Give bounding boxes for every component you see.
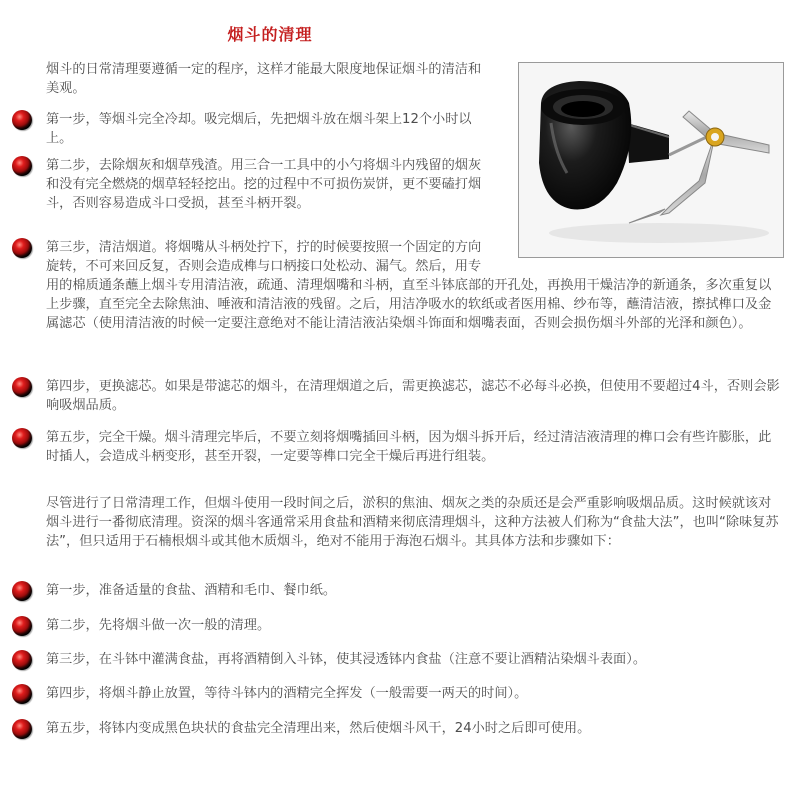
- red-ball-icon: [12, 581, 32, 601]
- pipe-with-tool-icon: [519, 63, 783, 257]
- intro-paragraph: 烟斗的日常清理要遵循一定的程序，这样才能最大限度地保证烟斗的清洁和美观。: [46, 62, 482, 96]
- daily-step-3-text: [46, 238, 782, 333]
- red-ball-icon: [12, 616, 32, 636]
- daily-step-2: 第二步，去除烟灰和烟草残渣。用三合一工具中的小勺将烟斗内残留的烟灰和没有完全燃烧的烟草轻轻挖出。挖的过程中不可损伤炭饼，更不要磕打烟斗，否则容易造成斗口受损，甚至斗柄开裂。: [46, 158, 482, 211]
- red-ball-icon: [12, 684, 32, 704]
- deep-clean-intro: 尽管进行了日常清理工作，但烟斗使用一段时间之后，淤积的焦油、烟灰之类的杂质还是会严重影响吸烟品质。这时候就该对烟斗进行一番彻底清理。资深的烟斗客通常采用食盐和酒精来彻底清理烟斗，这种方法被人们称为“食盐大法”，也叫“除味复苏法”，但只适用于石楠根烟斗或其他木质烟斗，绝对不能用于海泡石烟斗。其具体方法和步骤如下：: [46, 496, 779, 549]
- pipe-photo: [518, 62, 784, 258]
- red-ball-icon: [12, 238, 32, 258]
- daily-step-5: 第五步，完全干燥。烟斗清理完毕后，不要立刻将烟嘴插回斗柄，因为烟斗拆开后，经过清洁液清理的榫口会有些许膨胀，此时插人，会造成斗柄变形，甚至开裂，一定要等榫口完全干燥后再进行组装。: [46, 430, 772, 464]
- deep-step-2: 第二步，先将烟斗做一次一般的清理。: [46, 618, 271, 633]
- red-ball-icon: [12, 377, 32, 397]
- deep-step-4: 第四步，将烟斗静止放置，等待斗钵内的酒精完全挥发（一般需要一两天的时间）。: [46, 686, 528, 701]
- deep-step-5: 第五步，将钵内变成黑色块状的食盐完全清理出来，然后使烟斗风干，24小时之后即可使用。: [46, 721, 591, 736]
- photo-wrap-float: [492, 238, 782, 276]
- deep-step-3: 第三步，在斗钵中灌满食盐，再将酒精倒入斗钵，使其浸透钵内食盐（注意不要让酒精沾染烟斗表面）。: [46, 652, 647, 667]
- daily-step-1: 第一步，等烟斗完全冷却。吸完烟后，先把烟斗放在烟斗架上12个小时以上。: [46, 112, 472, 146]
- daily-step-3-body: 第三步，清洁烟道。将烟嘴从斗柄处拧下，拧的时候要按照一个固定的方向旋转，不可来回反复，否则会造成榫与口柄接口处松动、漏气。然后，用专用的棉质通条蘸上烟斗专用清洁液，疏通、清理烟嘴和斗柄，直至斗钵底部的开孔处，再换用干燥洁净的新通条，多次重复以上步骤，直至完全去除焦油、唾液和清洁液的残留。之后，用洁净吸水的软纸或者医用棉、纱布等，蘸清洁液，擦拭榫口及金属滤芯（使用清洁液的时候一定要注意绝对不能让清洁液沾染烟斗饰面和烟嘴表面，否则会损伤烟斗外部的光泽和颜色）。: [46, 238, 782, 333]
- red-ball-icon: [12, 156, 32, 176]
- daily-step-4: 第四步，更换滤芯。如果是带滤芯的烟斗，在清理烟道之后，需更换滤芯，滤芯不必每斗必换，但使用不要超过4斗，否则会影响吸烟品质。: [46, 379, 780, 413]
- red-ball-icon: [12, 719, 32, 739]
- deep-step-1: 第一步，准备适量的食盐、酒精和毛巾、餐巾纸。: [46, 583, 337, 598]
- red-ball-icon: [12, 650, 32, 670]
- red-ball-icon: [12, 428, 32, 448]
- page-title: 烟斗的清理: [227, 25, 313, 44]
- red-ball-icon: [12, 110, 32, 130]
